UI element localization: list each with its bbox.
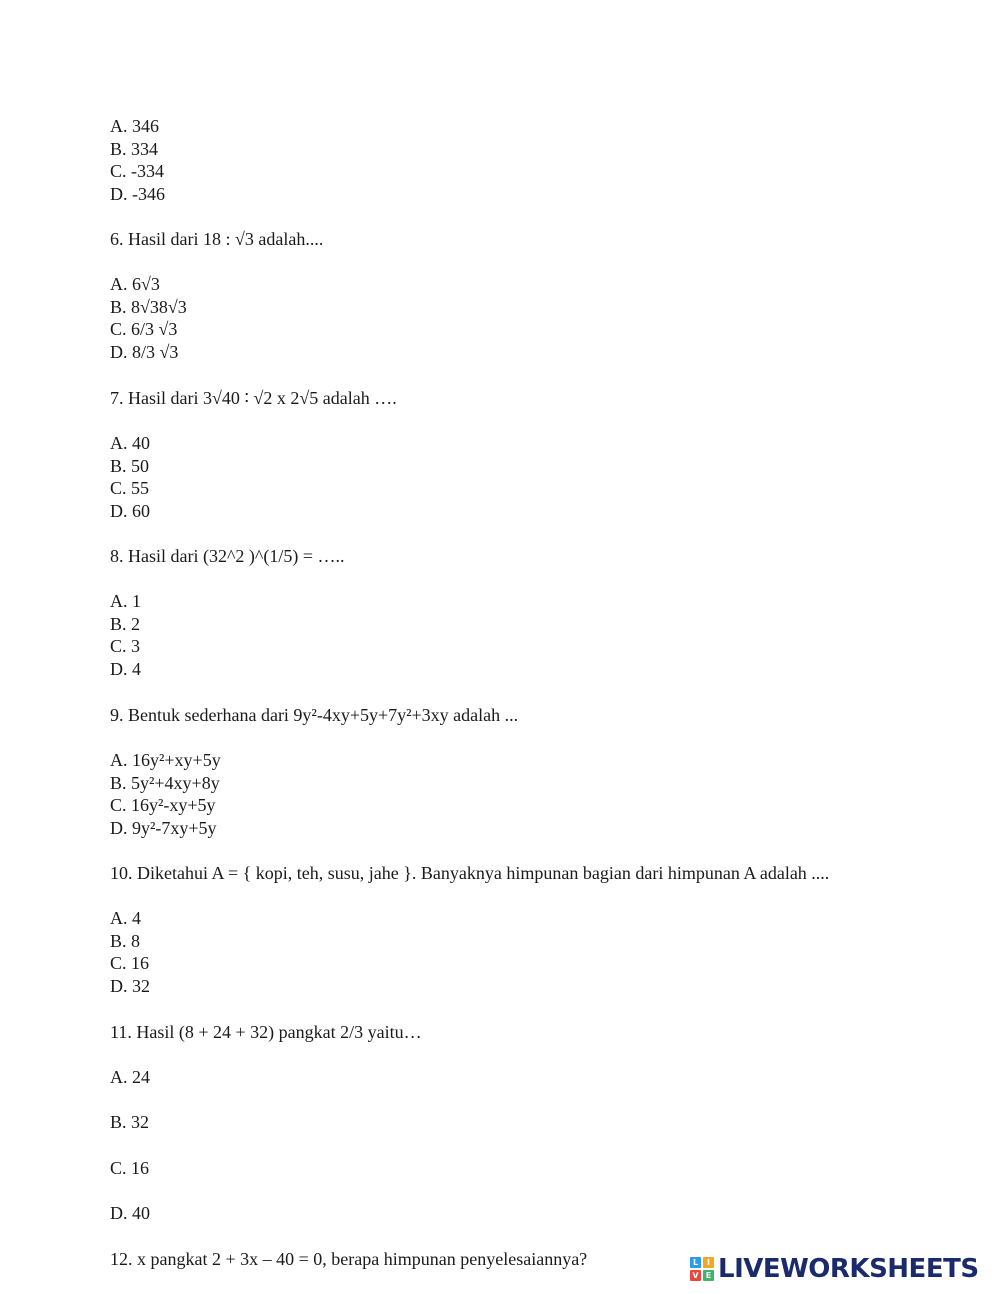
q8-option-b: B. 2 <box>110 614 141 634</box>
q7-option-b: B. 50 <box>110 456 150 476</box>
q5-option-a: A. 346 <box>110 116 159 136</box>
q10-option-b: B. 8 <box>110 931 141 951</box>
q8-option-c: C. 3 <box>110 636 141 656</box>
q5-option-b: B. 334 <box>110 139 159 159</box>
question-9: 9. Bentuk sederhana dari 9y²-4xy+5y+7y²+3xy adalah ... <box>110 705 519 725</box>
logo-text: LIVEWORKSHEETS <box>718 1254 979 1284</box>
q5-option-c: C. -334 <box>110 161 164 181</box>
question-11: 11. Hasil (8 + 24 + 32) pangkat 2/3 yaitu… <box>110 1022 422 1042</box>
q9-option-d: D. 9y²-7xy+5y <box>110 818 217 838</box>
q5-option-d: D. -346 <box>110 184 165 204</box>
q6-option-a: A. 6√3 <box>110 274 160 294</box>
q6-option-c: C. 6/3 √3 <box>110 319 178 339</box>
q9-option-a: A. 16y²+xy+5y <box>110 750 221 770</box>
q11-option-a: A. 24 <box>110 1067 150 1087</box>
q6-option-d: D. 8/3 √3 <box>110 342 179 362</box>
q10-option-d: D. 32 <box>110 976 150 996</box>
logo-mark-cell: L <box>690 1257 701 1268</box>
q6-option-b: B. 8√38√3 <box>110 297 187 317</box>
q8-option-d: D. 4 <box>110 659 141 679</box>
q11-option-c: C. 16 <box>110 1158 150 1178</box>
liveworksheets-logo-icon <box>690 1257 714 1281</box>
question-12: 12. x pangkat 2 + 3x – 40 = 0, berapa himpunan penyelesaiannya? <box>110 1249 588 1269</box>
q11-option-d: D. 40 <box>110 1203 150 1223</box>
q11-option-b: B. 32 <box>110 1112 150 1132</box>
q9-option-c: C. 16y²-xy+5y <box>110 795 216 815</box>
q10-option-a: A. 4 <box>110 908 141 928</box>
logo-mark-cell: E <box>703 1270 714 1281</box>
logo-mark-cell: V <box>690 1270 701 1281</box>
question-8: 8. Hasil dari (32^2 )^(1/5) = ….. <box>110 546 345 566</box>
q7-option-a: A. 40 <box>110 433 150 453</box>
q7-option-d: D. 60 <box>110 501 150 521</box>
logo-mark-cell: I <box>703 1257 714 1268</box>
question-10: 10. Diketahui A = { kopi, teh, susu, jahe }. Banyaknya himpunan bagian dari himpunan A adalah .... <box>110 863 830 883</box>
liveworksheets-logo <box>690 1254 979 1284</box>
question-6: 6. Hasil dari 18 : √3 adalah.... <box>110 229 324 249</box>
q8-option-a: A. 1 <box>110 591 141 611</box>
question-7: 7. Hasil dari 3√40 ∶ √2 x 2√5 adalah …. <box>110 388 397 408</box>
q7-option-c: C. 55 <box>110 478 150 498</box>
q9-option-b: B. 5y²+4xy+8y <box>110 773 220 793</box>
q10-option-c: C. 16 <box>110 953 150 973</box>
